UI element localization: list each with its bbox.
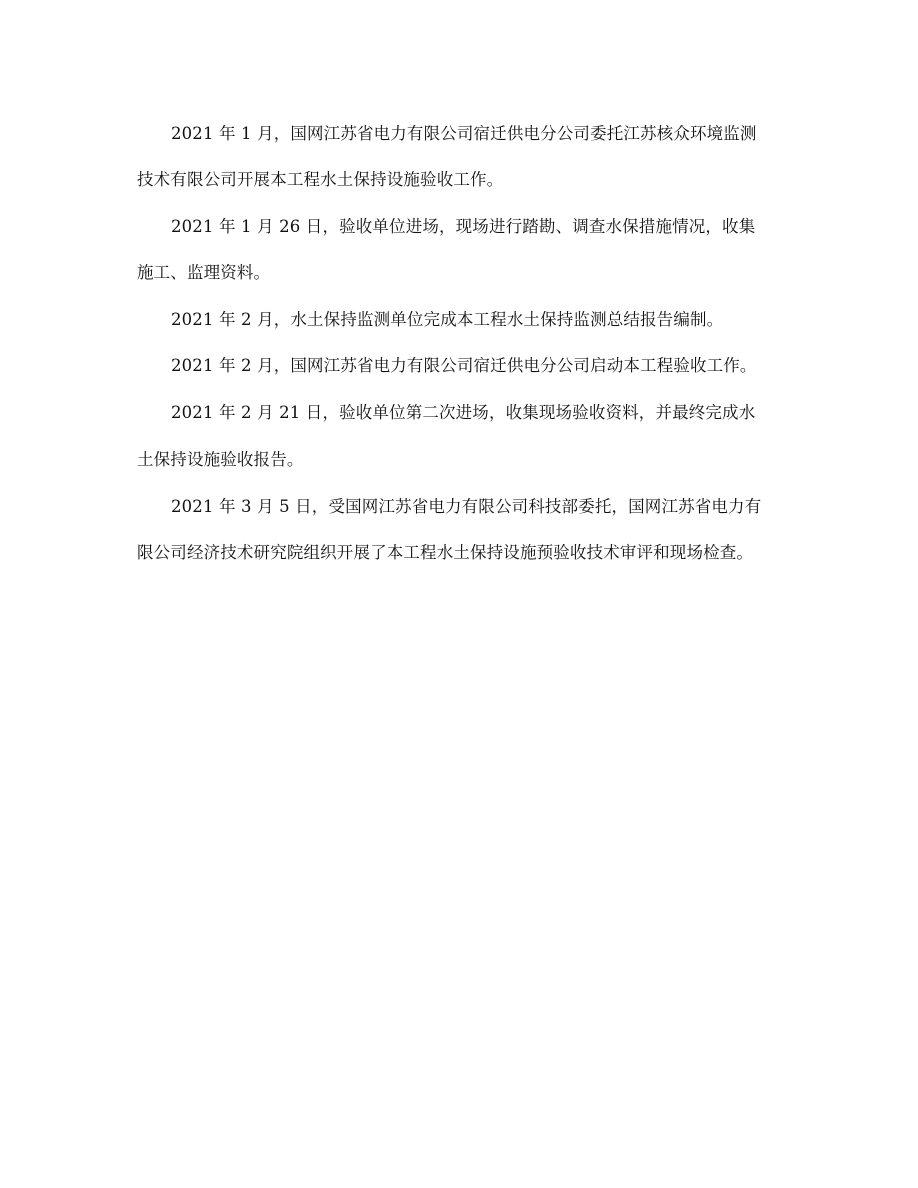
paragraph-5-line-2: 土保持设施验收报告。 [137, 450, 304, 469]
paragraph-1-line-1: 2021 年 1 月，国网江苏省电力有限公司宿迁供电分公司委托江苏核众环境监测 [171, 124, 757, 143]
paragraph-4-line-1: 2021 年 2 月，国网江苏省电力有限公司宿迁供电分公司启动本工程验收工作。 [171, 356, 757, 375]
paragraph-3-line-1: 2021 年 2 月，水土保持监测单位完成本工程水土保持监测总结报告编制。 [171, 310, 724, 329]
paragraph-2-line-1: 2021 年 1 月 26 日，验收单位进场，现场进行踏勘、调查水保措施情况，收集 [171, 217, 756, 236]
paragraph-6-line-1: 2021 年 3 月 5 日，受国网江苏省电力有限公司科技部委托，国网江苏省电力有 [171, 497, 762, 516]
paragraph-2-line-2: 施工、监理资料。 [137, 263, 271, 282]
paragraph-1-line-2: 技术有限公司开展本工程水土保持设施验收工作。 [137, 170, 504, 189]
paragraph-6-line-2: 限公司经济技术研究院组织开展了本工程水土保持设施预验收技术审评和现场检查。 [137, 543, 754, 562]
paragraph-5-line-1: 2021 年 2 月 21 日，验收单位第二次进场，收集现场验收资料，并最终完成水 [171, 403, 756, 422]
